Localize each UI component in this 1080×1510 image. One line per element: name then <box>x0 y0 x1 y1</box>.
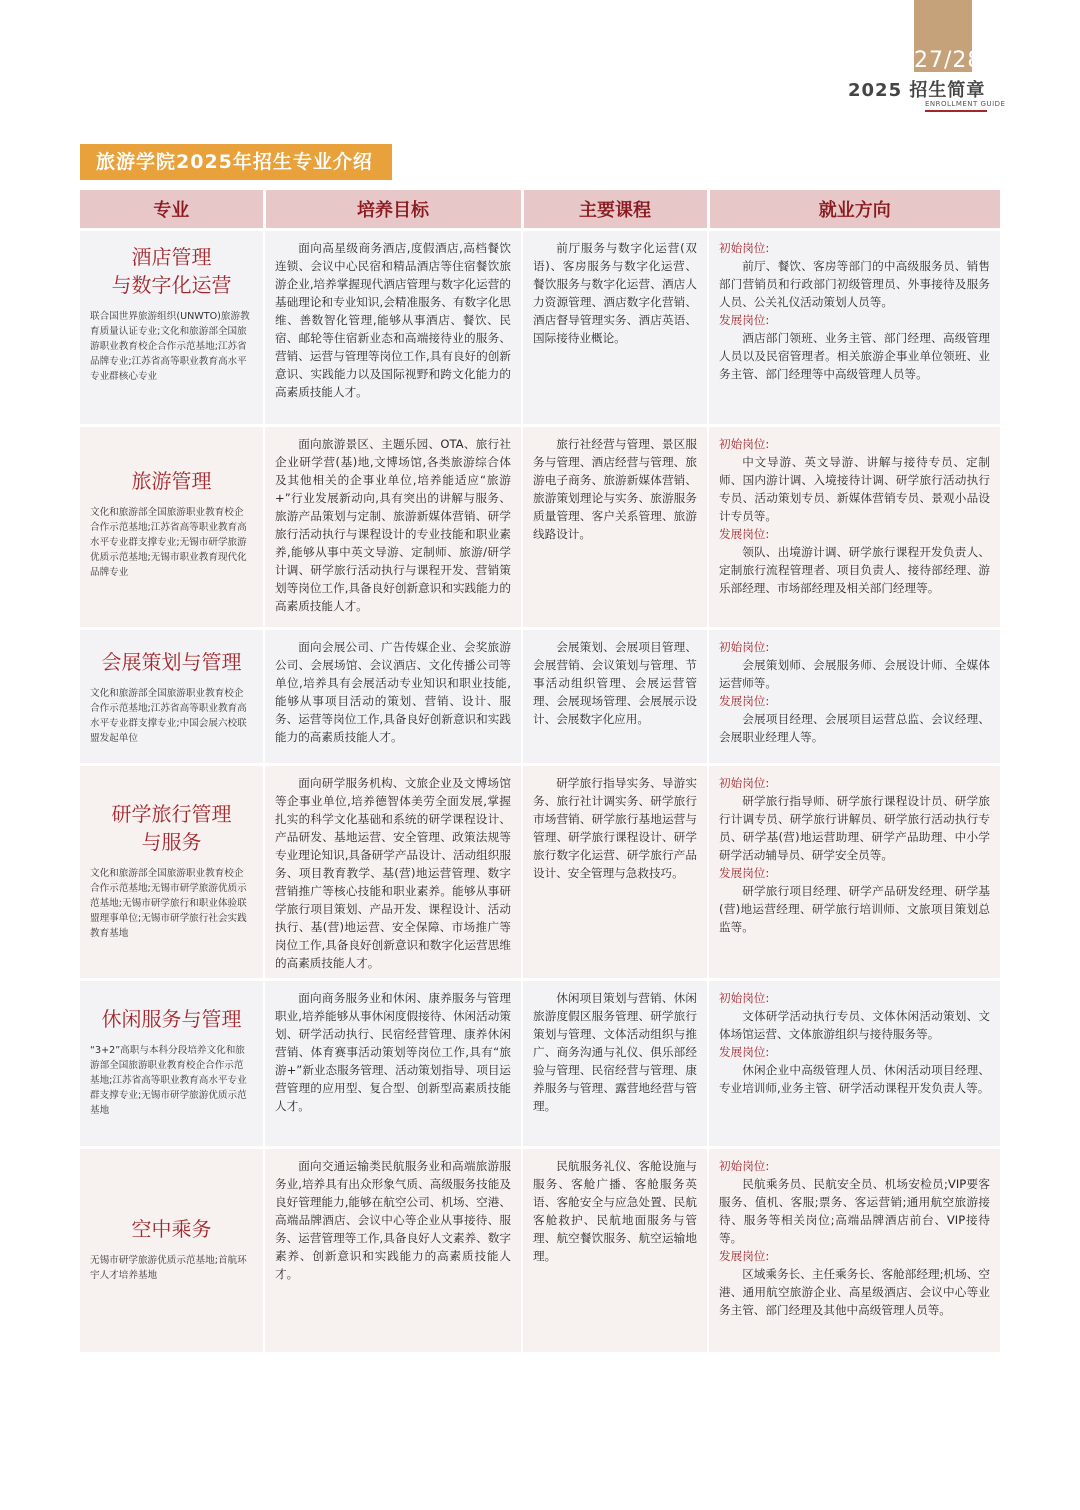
brochure-subtitle: ENROLLMENT GUIDE <box>925 100 1006 108</box>
develop-label: 发展岗位: <box>719 866 770 880</box>
career-cell <box>708 980 1000 1148</box>
major-note: 文化和旅游部全国旅游职业教育校企合作示范基地;江苏省高等职业教育高水平专业群支撑专业;无锡市研学旅游优质示范基地;无锡市职业教育现代化品牌专业 <box>90 507 247 578</box>
major-note: 联合国世界旅游组织(UNWTO)旅游教育质量认证专业;文化和旅游部全国旅游职业教育校企合作示范基地;江苏省品牌专业;江苏省高等职业教育高水平专业群核心专业 <box>90 311 250 382</box>
courses-text: 旅行社经营与管理、景区服务与管理、酒店经营与管理、旅游电子商务、旅游新媒体营销、旅游策划理论与实务、旅游服务质量管理、客户关系管理、旅游线路设计。 <box>533 437 697 541</box>
goal-cell <box>264 1148 522 1352</box>
goal-cell <box>264 629 522 765</box>
courses-cell <box>522 629 708 765</box>
courses-cell <box>522 426 708 629</box>
table-row <box>80 230 1000 426</box>
career-cell <box>708 1148 1000 1352</box>
major-note: “3+2”高职与本科分段培养文化和旅游部全国旅游职业教育校企合作示范基地;江苏省高等职业教育高水平专业群支撑专业;无锡市研学旅游优质示范基地 <box>90 1045 247 1116</box>
initial-label: 初始岗位: <box>719 640 770 654</box>
majors-table <box>80 190 1000 1352</box>
career-cell <box>708 765 1000 980</box>
goal-text: 面向旅游景区、主题乐园、OTA、旅行社企业研学营(基)地,文博场馆,各类旅游综合体及其他相关的企事业单位,培养能适应“旅游+”行业发展新动向,具有突出的讲解与服务、旅游产品策划与定制、旅游新媒体营销、研学旅行活动执行与课程设计的专业技能和职业素养,能够从事中英文导游、定制师、旅游/研学计调、研学旅行活动执行与课程开发、营销策划等岗位工作,具备良好创新意识和实践能力的高素质技能人才。 <box>275 437 511 613</box>
initial-label: 初始岗位: <box>719 991 770 1005</box>
goal-cell <box>264 765 522 980</box>
develop-jobs: 研学旅行项目经理、研学产品研发经理、研学基(营)地运营经理、研学旅行培训师、文旅项目策划总监等。 <box>719 884 990 934</box>
courses-cell <box>522 765 708 980</box>
column-header-major: 专业 <box>80 190 264 230</box>
major-cell <box>80 980 264 1148</box>
develop-jobs: 会展项目经理、会展项目运营总监、会议经理、会展职业经理人等。 <box>719 712 990 744</box>
develop-label: 发展岗位: <box>719 1045 770 1059</box>
major-name: 旅游管理 <box>131 469 212 493</box>
career-cell <box>708 629 1000 765</box>
brochure-title: 2025 招生简章 <box>848 80 986 101</box>
table-row <box>80 980 1000 1148</box>
courses-text: 休闲项目策划与营销、休闲旅游度假区服务管理、研学旅行策划与管理、文体活动组织与推广、商务沟通与礼仪、俱乐部经验与管理、民宿经营与管理、康养服务与管理、露营地经营与管理。 <box>533 991 697 1113</box>
major-cell <box>80 1148 264 1352</box>
initial-jobs: 文体研学活动执行专员、文体休闲活动策划、文体场馆运营、文体旅游组织与接待服务等。 <box>719 1009 990 1041</box>
goal-cell <box>264 230 522 426</box>
major-note: 文化和旅游部全国旅游职业教育校企合作示范基地;无锡市研学旅游优质示范基地;无锡市研学旅行和职业体验联盟理事单位;无锡市研学旅行社会实践教育基地 <box>90 868 247 939</box>
develop-jobs: 酒店部门领班、业务主管、部门经理、高级管理人员以及民宿管理者。相关旅游企事业单位领班、业务主管、部门经理等中高级管理人员等。 <box>719 331 990 381</box>
develop-jobs: 休闲企业中高级管理人员、休闲活动项目经理、专业培训师,业务主管、研学活动课程开发负责人等。 <box>719 1063 990 1095</box>
major-note: 无锡市研学旅游优质示范基地;首航环宇人才培养基地 <box>90 1255 247 1281</box>
career-cell <box>708 230 1000 426</box>
major-cell <box>80 426 264 629</box>
goal-cell <box>264 426 522 629</box>
section-title: 旅游学院2025年招生专业介绍 <box>80 144 392 180</box>
table-row <box>80 1148 1000 1352</box>
table-row <box>80 426 1000 629</box>
major-cell <box>80 629 264 765</box>
table-header-row <box>80 190 1000 230</box>
courses-text: 前厅服务与数字化运营(双语)、客房服务与数字化运营、餐饮服务与数字化运营、酒店人力资源管理、酒店数字化营销、酒店督导管理实务、酒店英语、国际接待业概论。 <box>533 241 697 345</box>
column-header-courses: 主要课程 <box>522 190 708 230</box>
develop-label: 发展岗位: <box>719 313 770 327</box>
goal-cell <box>264 980 522 1148</box>
develop-label: 发展岗位: <box>719 1249 770 1263</box>
goal-text: 面向会展公司、广告传媒企业、会奖旅游公司、会展场馆、会议酒店、文化传播公司等单位,培养具有会展活动专业知识和职业技能,能够从事项目活动的策划、营销、设计、服务、运营等岗位工作,具备良好创新意识和实践能力的高素质技能人才。 <box>275 640 511 744</box>
page-number: 27/28 <box>914 48 983 73</box>
courses-text: 研学旅行指导实务、导游实务、旅行社计调实务、研学旅行市场营销、研学旅行基地运营与管理、研学旅行课程设计、研学旅行数字化运营、研学旅行产品设计、安全管理与急救技巧。 <box>533 776 697 880</box>
major-name: 空中乘务 <box>131 1217 212 1241</box>
major-name: 酒店管理 与数字化运营 <box>111 245 232 297</box>
major-name: 研学旅行管理 与服务 <box>111 802 232 854</box>
initial-label: 初始岗位: <box>719 1159 770 1173</box>
develop-label: 发展岗位: <box>719 527 770 541</box>
goal-text: 面向商务服务业和休闲、康养服务与管理职业,培养能够从事休闲度假接待、休闲活动策划、研学活动执行、民宿经营管理、康养休闲营销、体育赛事活动策划等岗位工作,具有“旅游+”新业态服务管理、活动策划指导、项目运营管理的应用型、复合型、创新型高素质技能人才。 <box>275 991 512 1113</box>
initial-jobs: 研学旅行指导师、研学旅行课程设计员、研学旅行计调专员、研学旅行讲解员、研学旅行活动执行专员、研学基(营)地运营助理、研学产品助理、中小学研学活动辅导员、研学安全员等。 <box>719 794 990 862</box>
courses-cell <box>522 1148 708 1352</box>
develop-label: 发展岗位: <box>719 694 770 708</box>
courses-cell <box>522 980 708 1148</box>
table-row <box>80 765 1000 980</box>
initial-label: 初始岗位: <box>719 241 770 255</box>
courses-cell <box>522 230 708 426</box>
goal-text: 面向交通运输类民航服务业和高端旅游服务业,培养具有出众形象气质、高级服务技能及良好管理能力,能够在航空公司、机场、空港、高端品牌酒店、会议中心等企业从事接待、服务、运营管理等工作,具备良好人文素养、数字素养、创新意识和实践能力的高素质技能人才。 <box>275 1159 511 1281</box>
major-name: 休闲服务与管理 <box>101 1007 242 1031</box>
initial-label: 初始岗位: <box>719 437 770 451</box>
initial-label: 初始岗位: <box>719 776 770 790</box>
column-header-career: 就业方向 <box>708 190 1000 230</box>
column-header-goal: 培养目标 <box>264 190 522 230</box>
major-note: 文化和旅游部全国旅游职业教育校企合作示范基地;江苏省高等职业教育高水平专业群支撑专业;中国会展六校联盟发起单位 <box>90 688 247 744</box>
develop-jobs: 领队、出境游计调、研学旅行课程开发负责人、定制旅行流程管理者、项目负责人、接待部经理、游乐部经理、市场部经理及相关部门经理等。 <box>719 545 990 595</box>
major-name: 会展策划与管理 <box>101 650 242 674</box>
initial-jobs: 会展策划师、会展服务师、会展设计师、全媒体运营师等。 <box>719 658 990 690</box>
table-row <box>80 629 1000 765</box>
major-cell <box>80 765 264 980</box>
initial-jobs: 民航乘务员、民航安全员、机场安检员;VIP要客服务、值机、客服;票务、客运营销;通用航空旅游接待、服务等相关岗位;高端品牌酒店前台、VIP接待等。 <box>719 1177 990 1245</box>
major-cell <box>80 230 264 426</box>
courses-text: 会展策划、会展项目管理、会展营销、会议策划与管理、节事活动组织管理、会展运营管理、会展现场管理、会展展示设计、会展数字化应用。 <box>533 640 697 726</box>
initial-jobs: 中文导游、英文导游、讲解与接待专员、定制师、国内游计调、入境接待计调、研学旅行活动执行专员、活动策划专员、新媒体营销专员、景观小品设计专员等。 <box>719 455 990 523</box>
goal-text: 面向研学服务机构、文旅企业及文博场馆等企事业单位,培养德智体美劳全面发展,掌握扎实的科学文化基础和系统的研学课程设计、产品研发、基地运营、安全管理、政策法规等专业理论知识,具备研学产品设计、活动组织服务、项目教育教学、基(营)地运营管理、数字营销推广等核心技能和职业素养。能够从事研学旅行项目策划、产品开发、课程设计、活动执行、基(营)地运营、安全保障、市场推广等岗位工作,具备良好创新意识和数字化运营思维的高素质技能人才。 <box>275 776 511 970</box>
develop-jobs: 区域乘务长、主任乘务长、客舱部经理;机场、空港、通用航空旅游企业、高星级酒店、会议中心等业务主管、部门经理及其他中高级管理人员等。 <box>719 1267 990 1317</box>
courses-text: 民航服务礼仪、客舱设施与服务、客舱广播、客舱服务英语、客舱安全与应急处置、民航客舱救护、民航地面服务与管理、航空餐饮服务、航空运输地理。 <box>533 1159 697 1263</box>
goal-text: 面向高星级商务酒店,度假酒店,高档餐饮连锁、会议中心民宿和精品酒店等住宿餐饮旅游企业,培养掌握现代酒店管理与数字化运营的基础理论和专业知识,会精准服务、有数字化思维、善数智化管理,能够从事酒店、餐饮、民宿、邮轮等住宿新业态和高端接待业的服务、营销、运营与管理等岗位工作,具有良好的创新意识、实践能力以及国际视野和跨文化能力的高素质技能人才。 <box>275 241 511 399</box>
initial-jobs: 前厅、餐饮、客房等部门的中高级服务员、销售部门营销员和行政部门初级管理员、外事接待及服务人员、公关礼仪活动策划人员等。 <box>719 259 990 309</box>
career-cell <box>708 426 1000 629</box>
title-underline <box>925 110 987 112</box>
